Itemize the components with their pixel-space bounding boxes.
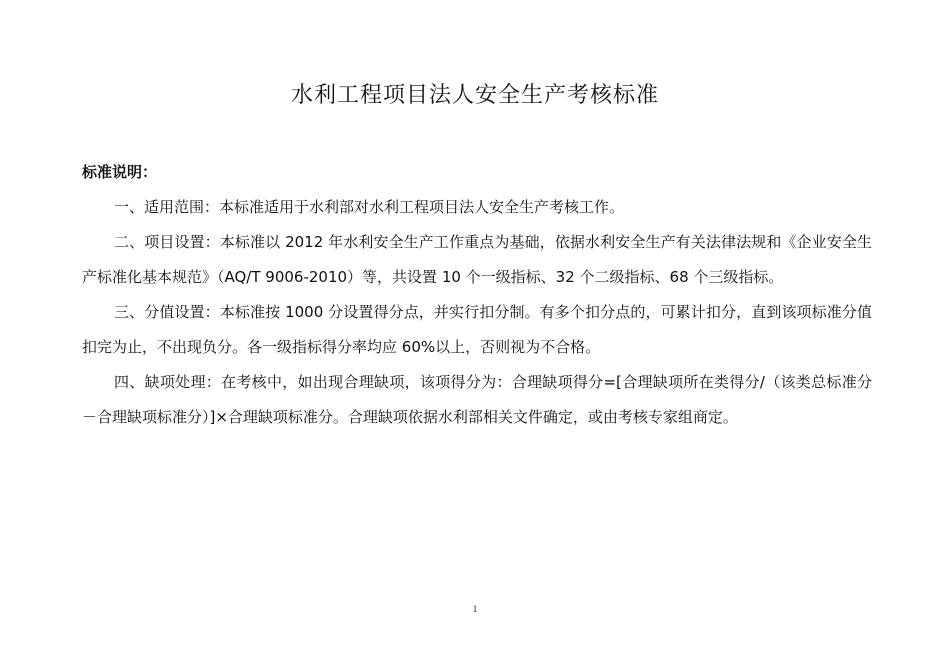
paragraph-item-setting: 二、项目设置：本标准以 2012 年水利安全生产工作重点为基础，依据水利安全生产有关法律法规和《企业安全生产标准化基本规范》（AQ/T 9006-2010）等，共设置 10 个一级指标、32 个二级指标、68 个三级指标。 <box>82 233 872 286</box>
paragraph-scope: 一、适用范围：本标准适用于水利部对水利工程项目法人安全生产考核工作。 <box>114 198 625 216</box>
paragraph-score-setting: 三、分值设置：本标准按 1000 分设置得分点，并实行扣分制。有多个扣分点的，可累计扣分，直到该项标准分值扣完为止，不出现负分。各一级指标得分率均应 60%以上，否则视为不合格。 <box>82 303 872 356</box>
page-number: 1 <box>472 604 478 614</box>
paragraph-missing-items: 四、缺项处理：在考核中，如出现合理缺项，该项得分为：合理缺项得分=[合理缺项所在类得分/（该类总标准分－合理缺项标准分）]×合理缺项标准分。合理缺项依据水利部相关文件确定，或由考核专家组商定。 <box>82 373 872 426</box>
document-body <box>82 158 872 435</box>
section-heading: 标准说明： <box>82 163 158 181</box>
document-title: 水利工程项目法人安全生产考核标准 <box>290 83 659 108</box>
